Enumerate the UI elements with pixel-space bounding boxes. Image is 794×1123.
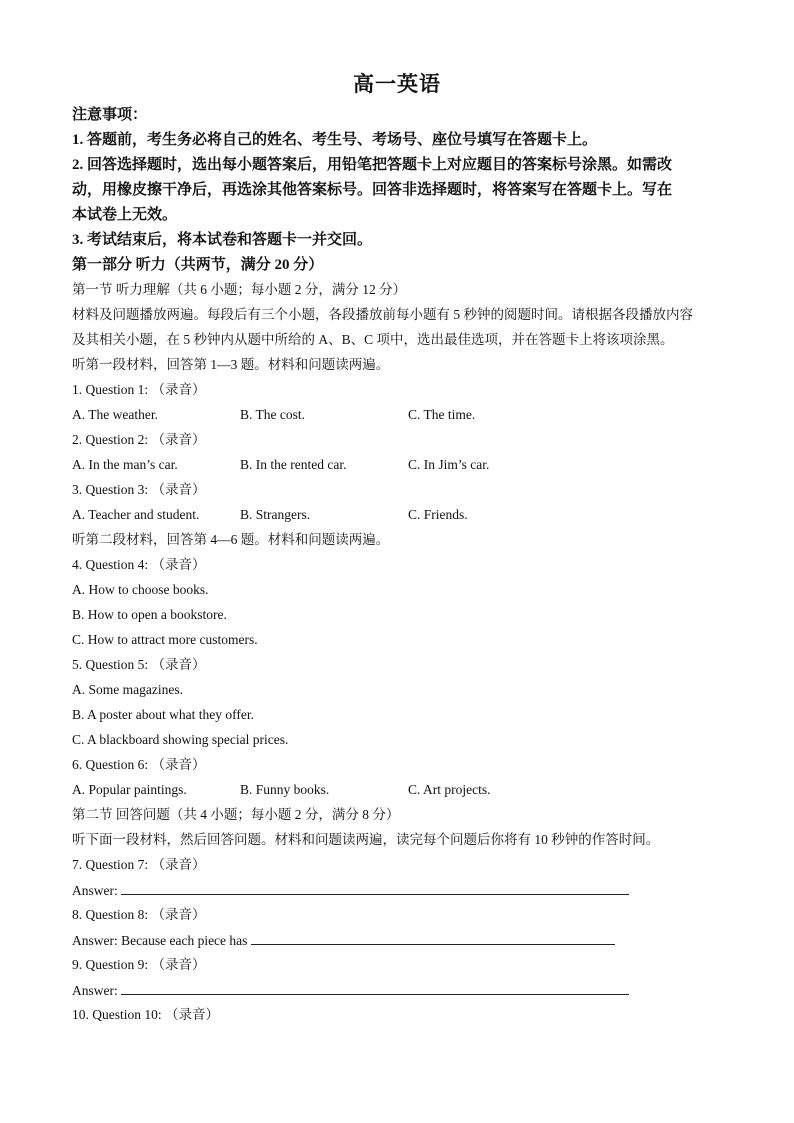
notice-line-3: 动，用橡皮擦干净后，再选涂其他答案标号。回答非选择题时，将答案写在答题卡上。写在 — [72, 182, 673, 198]
notice-line-2: 2. 回答选择题时，选出每小题答案后，用铅笔把答题卡上对应题目的答案标号涂黑。如需改 — [72, 157, 673, 173]
question-9-label: 9. Question 9: （录音） — [72, 957, 206, 972]
question-5-option-a: A. Some magazines. — [72, 682, 183, 697]
option-a: A. Popular paintings. — [72, 782, 187, 797]
answer-prefix: Answer: — [72, 883, 122, 898]
answer-blank[interactable] — [121, 981, 629, 995]
question-4-option-a: A. How to choose books. — [72, 582, 209, 597]
option-c: C. Friends. — [408, 507, 468, 522]
question-7-label: 7. Question 7: （录音） — [72, 857, 206, 872]
answer-prefix: Answer: — [72, 983, 122, 998]
answer-blank[interactable] — [251, 931, 615, 945]
question-5-option-b: B. A poster about what they offer. — [72, 707, 254, 722]
notice-line-4: 本试卷上无效。 — [72, 207, 178, 223]
question-6-label: 6. Question 6: （录音） — [72, 757, 206, 772]
passage1-intro: 听第一段材料，回答第 1—3 题。材料和问题读两遍。 — [72, 357, 390, 372]
question-9-answer — [72, 981, 629, 1000]
option-a: A. The weather. — [72, 407, 158, 422]
question-4-option-b: B. How to open a bookstore. — [72, 607, 227, 622]
part1-heading: 第一部分 听力（共两节，满分 20 分） — [72, 257, 324, 273]
option-c: C. In Jim’s car. — [408, 457, 490, 472]
notice-line-5: 3. 考试结束后，将本试卷和答题卡一并交回。 — [72, 232, 373, 248]
exam-title: 高一英语 — [353, 72, 441, 96]
option-b: B. In the rented car. — [240, 457, 347, 472]
option-a: A. Teacher and student. — [72, 507, 200, 522]
notice-line-1: 1. 答题前，考生务必将自己的姓名、考生号、考场号、座位号填写在答题卡上。 — [72, 132, 598, 148]
question-10-label: 10. Question 10: （录音） — [72, 1007, 219, 1022]
question-8-label: 8. Question 8: （录音） — [72, 907, 206, 922]
question-2-label: 2. Question 2: （录音） — [72, 432, 206, 447]
section1-heading: 第一节 听力理解（共 6 小题；每小题 2 分，满分 12 分） — [72, 282, 407, 297]
question-1-label: 1. Question 1: （录音） — [72, 382, 206, 397]
question-5-label: 5. Question 5: （录音） — [72, 657, 206, 672]
section2-instructions: 听下面一段材料，然后回答问题。材料和问题读两遍，读完每个问题后你将有 10 秒钟的作答时间。 — [72, 832, 660, 847]
section2-heading: 第二节 回答问题（共 4 小题；每小题 2 分，满分 8 分） — [72, 807, 400, 822]
question-8-answer — [72, 931, 615, 950]
answer-prefix: Answer: Because each piece has — [72, 933, 251, 948]
option-c: C. Art projects. — [408, 782, 491, 797]
option-b: B. Funny books. — [240, 782, 330, 797]
option-c: C. The time. — [408, 407, 476, 422]
notice-heading: 注意事项： — [72, 107, 148, 123]
section1-instructions-1: 材料及问题播放两遍。每段后有三个小题，各段播放前每小题有 5 秒钟的阅题时间。请根据各段播放内容 — [72, 307, 693, 322]
section1-instructions-2: 及其相关小题，在 5 秒钟内从题中所给的 A、B、C 项中，选出最佳选项，并在答题卡上将该项涂黑。 — [72, 332, 674, 347]
question-7-answer — [72, 881, 629, 900]
question-4-option-c: C. How to attract more customers. — [72, 632, 258, 647]
passage2-intro: 听第二段材料，回答第 4—6 题。材料和问题读两遍。 — [72, 532, 390, 547]
option-b: B. The cost. — [240, 407, 305, 422]
question-4-label: 4. Question 4: （录音） — [72, 557, 206, 572]
question-5-option-c: C. A blackboard showing special prices. — [72, 732, 289, 747]
option-b: B. Strangers. — [240, 507, 311, 522]
option-a: A. In the man’s car. — [72, 457, 178, 472]
question-3-label: 3. Question 3: （录音） — [72, 482, 206, 497]
answer-blank[interactable] — [121, 881, 629, 895]
